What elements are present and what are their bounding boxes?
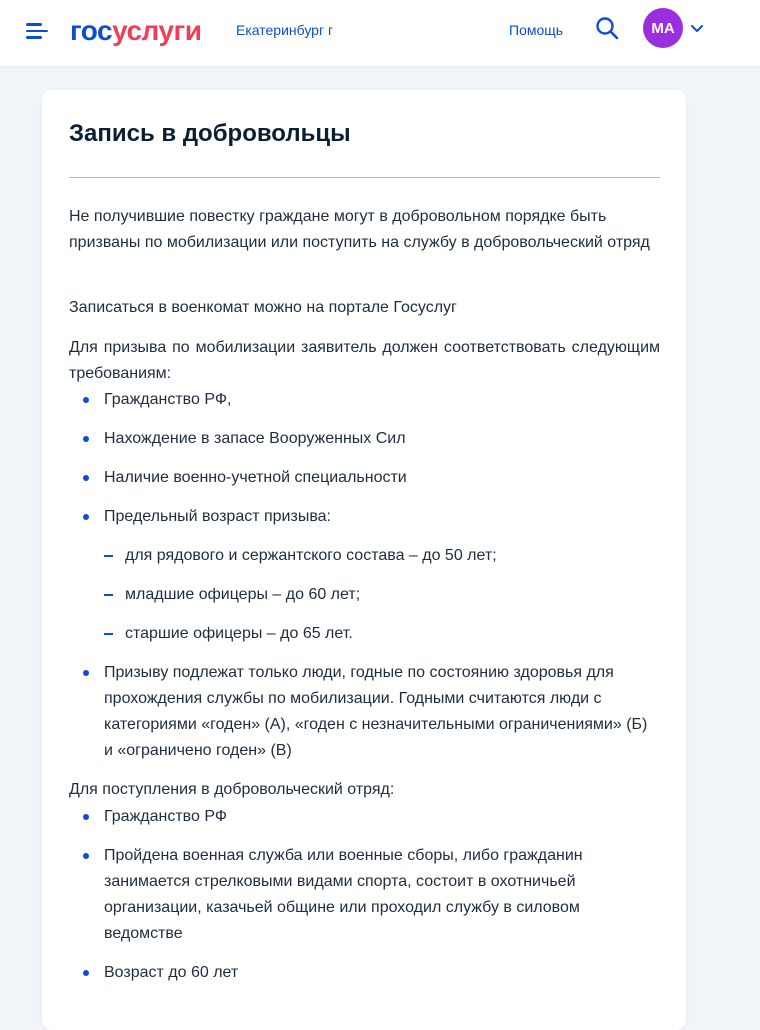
bullet-icon	[83, 970, 89, 976]
logo-part-uslugi: услуги	[112, 15, 202, 46]
chevron-down-icon[interactable]	[690, 22, 704, 34]
bullet-icon	[83, 475, 89, 481]
sub-list-item-text: старшие офицеры – до 65 лет.	[125, 625, 353, 642]
city-selector[interactable]: Екатеринбург г	[236, 22, 334, 38]
bullet-icon	[83, 814, 89, 820]
logo-part-gos: гос	[70, 15, 113, 46]
bullet-icon	[83, 436, 89, 442]
list-item-text: Гражданство РФ,	[104, 391, 232, 408]
list-item-text: Призыву подлежат только люди, годные по состоянию здоровья для прохождения службы по мобилизации. Годными считаются люди с категориями «годен» (А), «годен с незначительными ограничениями» (Б) и «ограничено годен» (В)	[104, 664, 648, 759]
mobilization-heading: Для призыва по мобилизации заявитель должен соответствовать следующим требованиям:	[69, 339, 660, 382]
bullet-icon	[83, 670, 89, 676]
portal-paragraph: Записаться в военкомат можно на портале Госуслуг	[69, 299, 457, 316]
volunteer-heading: Для поступления в добровольческий отряд:	[69, 781, 395, 798]
list-item-text: Пройдена военная служба или военные сборы, либо гражданин занимается стрелковыми видами спорта, состоит в охотничьей организации, казачьей общине или проходил службу в силовом ведомстве	[104, 847, 583, 942]
list-item-text: Возраст до 60 лет	[104, 964, 239, 981]
gosuslugi-logo[interactable]	[70, 15, 201, 47]
search-icon[interactable]	[595, 16, 619, 40]
sub-list-item-text: младшие офицеры – до 60 лет;	[125, 586, 361, 603]
title-divider	[69, 177, 660, 178]
intro-paragraph: Не получившие повестку граждане могут в добровольном порядке быть призваны по мобилизации или поступить на службу в добровольческий отряд	[69, 208, 650, 251]
bullet-icon	[83, 514, 89, 520]
list-item-text: Гражданство РФ	[104, 808, 227, 825]
dash-icon	[104, 633, 113, 635]
dash-icon	[104, 555, 113, 557]
sub-list-item-text: для рядового и сержантского состава – до 50 лет;	[125, 547, 497, 564]
top-header	[0, 0, 760, 67]
help-link[interactable]: Помощь	[509, 22, 564, 38]
content-card	[42, 90, 686, 1030]
user-avatar[interactable]	[643, 8, 683, 48]
avatar-initials: МА	[651, 19, 675, 37]
page-title: Запись в добровольцы	[69, 120, 351, 147]
list-item-text: Наличие военно-учетной специальности	[104, 469, 407, 486]
list-item-text: Нахождение в запасе Вооруженных Сил	[104, 430, 406, 447]
bullet-icon	[83, 853, 89, 859]
menu-icon[interactable]	[26, 20, 50, 42]
dash-icon	[104, 594, 113, 596]
list-item-text: Предельный возраст призыва:	[104, 508, 331, 525]
bullet-icon	[83, 397, 89, 403]
